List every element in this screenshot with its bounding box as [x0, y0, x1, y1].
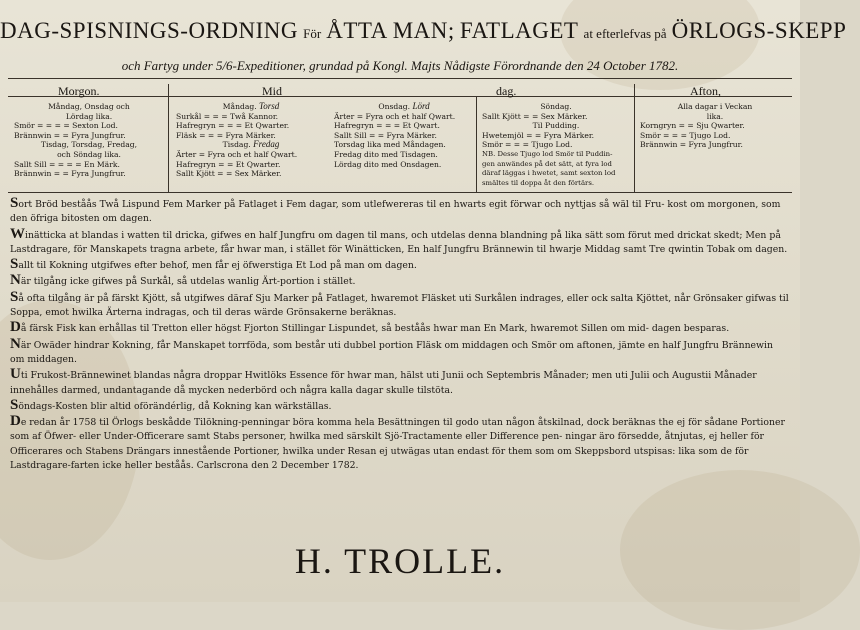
initial-letter: W: [10, 225, 25, 242]
ordinance-body: [10, 195, 790, 475]
column-dag: dag.: [496, 84, 517, 98]
column-mid: Mid: [262, 84, 283, 98]
initial-letter: S: [10, 256, 19, 273]
title-mid-2: FATLAGET: [459, 18, 579, 43]
mandag-line: Fläsk = = = Fyra Märker.: [176, 130, 276, 140]
onsdag-line: Sallt Sill = = Fyra Märker.: [334, 130, 437, 140]
morgon-line: Brännwin = = Fyra Jungfrur.: [14, 130, 126, 140]
paragraph: [10, 288, 790, 321]
initial-letter: D: [10, 413, 21, 430]
afton-cell: [640, 102, 790, 150]
initial-letter: S: [10, 396, 19, 413]
paragraph-text: ort Bröd beståås Twå Lispund Fem Marker på Fatlaget i Fem dagar, som utlefwereras til en hwarts egit förwar och nyttjas så wäl til Fru- kost om morgonen, som den öfriga bitosten om dagen.: [10, 199, 781, 225]
handwritten-note: Torsd: [259, 101, 280, 111]
column-afton: Afton,: [690, 84, 721, 98]
tisdag-heading: Tisdag.: [222, 140, 251, 150]
paragraph: [10, 335, 790, 368]
onsdag-line: Lördag dito med Onsdagen.: [334, 159, 442, 169]
title-mid: ÅTTA MAN: [326, 18, 448, 43]
onsdag-cell: [334, 102, 474, 169]
sondag-line: Hwetemjöl = = Fyra Märker.: [482, 130, 595, 140]
initial-letter: D: [10, 319, 21, 336]
handwritten-note: Fredag: [253, 139, 280, 150]
title-left: DAG-SPISNINGS-ORDNING: [0, 18, 299, 43]
onsdag-line: Torsdag lika med Måndagen.: [334, 140, 446, 150]
mandag-cell: [176, 102, 326, 179]
morgon-line: Smör = = = = Sexton Lod.: [14, 121, 118, 131]
onsdag-line: Ärter = Fyra och et half Qwart.: [334, 111, 456, 121]
sondag-note-line: NB. Desse Tjugo lod Smör til Puddin-: [482, 149, 613, 158]
afton-line: Smör = = = Tjugo Lod.: [640, 130, 731, 140]
paragraph: [10, 413, 790, 473]
paragraph: [10, 319, 790, 336]
paragraph: [10, 366, 790, 398]
onsdag-line: Fredag dito med Tisdagen.: [334, 149, 438, 159]
sondag-line: Smör = = = Tjugo Lod.: [482, 140, 573, 150]
sondag-line: Sallt Kjött = = Sex Märker.: [482, 111, 588, 121]
onsdag-heading: Onsdag.: [378, 102, 411, 111]
sondag-heading: Söndag.: [540, 102, 572, 111]
mandag-line: Surkål = = = Twå Kannor.: [176, 111, 279, 121]
document-subtitle: och Fartyg under 5/6-Expeditioner, grundad på Kongl. Majts Nådigste Förordnande den 24 October 1782.: [121, 58, 679, 73]
title-small-2: at efterlefvas på: [583, 26, 667, 41]
tisdag-line: Ärter = Fyra och et half Qwart.: [176, 149, 298, 159]
title-separator: ;: [447, 18, 455, 43]
onsdag-line: Hafregryn = = = Et Qwart.: [334, 121, 440, 131]
rule-table-bottom: [8, 192, 792, 193]
sondag-note-line: däraf läggas i hwetet, samt sexton lod: [482, 169, 616, 178]
morgon-line: Tisdag, Torsdag, Fredag,: [40, 140, 138, 150]
afton-line: Brännwin = Fyra Jungfrur.: [640, 140, 743, 150]
paragraph: [10, 272, 790, 289]
title-small-1: För: [303, 26, 322, 41]
signature: H. TROLLE.: [294, 541, 506, 581]
paragraph: [10, 396, 790, 414]
initial-letter: S: [10, 288, 19, 305]
column-divider: [634, 84, 635, 192]
sondag-note-line: smältes til doppa åt den förtärs.: [482, 178, 595, 187]
paragraph-text: är tilgång icke gifwes på Surkål, så utdelas wanlig Ärt-portion i stället.: [20, 276, 356, 288]
rule-top: [8, 78, 792, 79]
column-divider: [476, 97, 477, 192]
paper-stain: [560, 0, 760, 90]
morgon-line: Måndag, Onsdag och: [48, 102, 130, 111]
paragraph-text: inätticka at blandas i watten til dricka, gifwes en half Jungfru om dagen til mans, och utdelas denna blandning på lika sätt som förut med drickat skedt; Men på Lastdragare, för Manskapets tragna arbete, får hwar man, i stället för Winätticken, En half Jungfru Brännewin til hwarje Middag samt Tre qwintin Tobak om dagen.: [10, 229, 788, 255]
paragraph-text: öndags-Kosten blir altid oförändérlig, då Kokning kan wärkställas.: [18, 400, 332, 412]
rule-header: [8, 96, 792, 97]
tisdag-line: Sallt Kjött = = Sex Märker.: [176, 169, 282, 179]
afton-line: lika.: [706, 111, 724, 121]
sondag-line: Til Pudding.: [532, 121, 580, 131]
sondag-cell: [482, 102, 630, 188]
afton-line: Alla dagar i Veckan: [677, 102, 753, 111]
morgon-line: Lördag lika.: [65, 111, 113, 121]
paragraph-text: ti Frukost-Brännewinet blandas några droppar Hwitlöks Essence för hwar man, hälst uti Junii och Septembris Månader; men uti Julii och Augustii Månader innehålles darmed, undantagande då mycken nederbörd och några kalla dagar skulle tilstöta.: [10, 370, 757, 396]
document-title: [0, 18, 847, 44]
initial-letter: N: [10, 335, 21, 352]
title-right: ÖRLOGS-SKEPP: [671, 18, 847, 43]
morgon-line: Brännwin = = Fyra Jungfrur.: [14, 169, 126, 179]
paragraph-text: å ofta tilgång är på färskt Kjött, så utgifwes däraf Sju Marker på Fatlaget, hwaremot Fläsket uti Surkålen indrages, eller ock salta Kjöttet, når Grönsaker gifwas til Soppa, emot hwilka Ärterna indragas, och til deras wärde Grönsakerne beräknas.: [10, 292, 789, 319]
paragraph: [10, 225, 790, 258]
paragraph-text: å färsk Fisk kan erhållas til Tretton eller högst Fjorton Stillingar Lispundet, så beståås hwar man En Mark, hwaremot Sillen om mid- dagen besparas.: [20, 323, 730, 335]
paragraph: [10, 256, 790, 273]
initial-letter: U: [10, 366, 21, 383]
paragraph-text: e redan år 1758 til Örlogs beskådde Tilökning-penningar böra komma hela Besättningen til godo utan någon åtskilnad, dock beräknas the ej för sådane Portioner som af Öfwer- eller Under-Officerare samt Stabs personer, hwilka med särskilt Sjö-Tractamente eller Difference pen- ningar äro försedde, åtnjutas, ej heller för Officerares och Stabens Drängars innestående Portioner, hwilka under Resan ej utwägas utan endast för them som om Skeppsbord utspisas: lika som de för Lastdragare-farten icke heller beståås. Carlscrona den 2 December 1782.: [10, 417, 785, 472]
mandag-line: Hafregryn = = = Et Qwarter.: [176, 121, 290, 131]
paragraph: [10, 195, 790, 227]
paragraph-text: är Owäder hindrar Kokning, får Manskapet torrföda, som består uti dubbel portion Fläsk om middagen och Smör om aftonen, jämte en half Jungfru Brännewin om middagen.: [10, 339, 773, 365]
handwritten-note: Lörd: [412, 101, 430, 111]
morgon-line: Sallt Sill = = = = En Märk.: [14, 159, 120, 169]
afton-line: Korngryn = = Sju Qwarter.: [640, 121, 745, 131]
tisdag-line: Hafregryn = = Et Qwarter.: [176, 159, 281, 169]
mandag-heading: Måndag.: [222, 102, 257, 111]
morgon-line: och Söndag lika.: [57, 149, 121, 159]
column-divider: [168, 84, 169, 192]
column-morgon: Morgon.: [58, 84, 100, 98]
morgon-cell: [14, 102, 164, 179]
paragraph-text: allt til Kokning utgifwes efter behof, men får ej öfwerstiga Et Lod på man om dagen.: [18, 260, 417, 272]
initial-letter: S: [10, 195, 19, 211]
sondag-note-line: gen anwändes på det sätt, at fyra lod: [482, 159, 612, 168]
initial-letter: N: [10, 272, 21, 289]
